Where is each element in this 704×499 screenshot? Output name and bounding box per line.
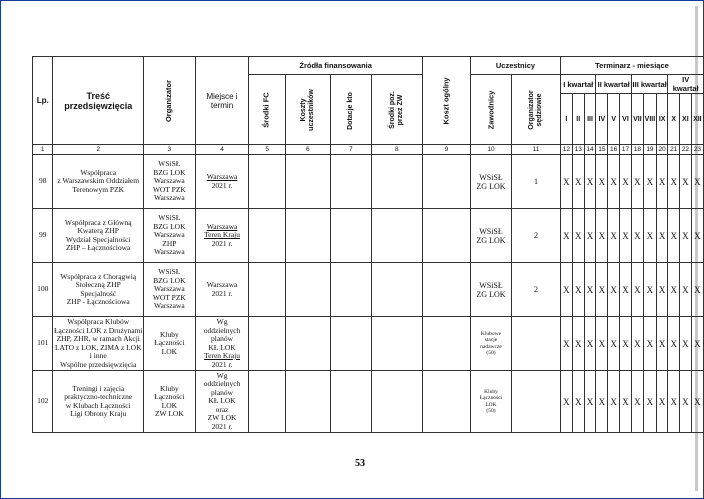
cell-line: Kwaterą ZHP bbox=[77, 226, 119, 235]
column-number: 17 bbox=[620, 145, 632, 155]
row-tresc bbox=[53, 209, 144, 263]
header-zrodla: Źródła finansowania bbox=[249, 57, 422, 75]
cell-line: ZHP bbox=[162, 238, 177, 248]
month-mark: X bbox=[572, 209, 584, 263]
month-mark: X bbox=[584, 155, 596, 209]
month-mark: X bbox=[668, 317, 680, 371]
month-mark: X bbox=[560, 155, 572, 209]
column-number: 20 bbox=[656, 145, 668, 155]
cell-line: nadawcze bbox=[480, 343, 502, 350]
month-mark: X bbox=[631, 155, 643, 209]
month-mark: X bbox=[608, 155, 620, 209]
cell-line: ZHP – Łącznościowa bbox=[66, 243, 131, 252]
cell-line: Ligi Obrony Kraju bbox=[70, 409, 127, 418]
cell-line: Łączności bbox=[479, 395, 503, 401]
cell-line: Współpraca Klubów bbox=[67, 317, 130, 326]
cell-line: Teren Kraju bbox=[204, 351, 240, 360]
month-mark: X bbox=[680, 155, 692, 209]
table-row bbox=[33, 371, 704, 433]
empty-cell bbox=[249, 371, 285, 433]
empty-cell bbox=[330, 209, 371, 263]
column-number: 4 bbox=[195, 145, 249, 155]
row-zawodnicy bbox=[470, 263, 511, 317]
row-miejsce bbox=[195, 317, 249, 371]
month-mark: X bbox=[691, 263, 703, 317]
empty-cell bbox=[371, 317, 422, 371]
cell-line: LOK bbox=[485, 401, 497, 408]
column-number: 10 bbox=[470, 145, 511, 155]
month-mark: X bbox=[656, 209, 668, 263]
month-header: VII bbox=[631, 94, 643, 145]
month-mark: X bbox=[643, 209, 656, 263]
cell-line: WSiSŁ bbox=[158, 159, 181, 169]
cell-line: 2021 r. bbox=[211, 180, 233, 190]
month-mark: X bbox=[596, 317, 608, 371]
cell-line: Wg bbox=[216, 370, 228, 380]
column-number: 9 bbox=[422, 145, 470, 155]
row-lp: 102 bbox=[33, 371, 53, 433]
month-header: V bbox=[608, 94, 620, 145]
header-zawodnicy: Zawodnicy bbox=[470, 75, 511, 145]
month-mark: X bbox=[643, 155, 656, 209]
cell-line: WSiSŁ bbox=[158, 267, 181, 277]
row-sedziowie: 1 bbox=[511, 155, 560, 209]
cell-line: WSiSŁ bbox=[479, 226, 503, 236]
empty-cell bbox=[285, 371, 330, 433]
cell-line: Warszawa bbox=[206, 172, 238, 181]
month-mark: X bbox=[643, 263, 656, 317]
cell-line: Kluby bbox=[484, 388, 498, 395]
row-organizator bbox=[144, 263, 196, 317]
month-mark: X bbox=[631, 263, 643, 317]
cell-line: stacje bbox=[484, 337, 498, 343]
cell-line: ZW LOK bbox=[207, 413, 237, 423]
month-mark: X bbox=[643, 317, 656, 371]
month-mark: X bbox=[584, 209, 596, 263]
empty-cell bbox=[371, 155, 422, 209]
empty-cell bbox=[371, 371, 422, 433]
empty-cell bbox=[330, 263, 371, 317]
month-mark: X bbox=[596, 155, 608, 209]
row-miejsce bbox=[195, 263, 249, 317]
cell-line: oddzielnych bbox=[203, 325, 241, 335]
empty-cell bbox=[249, 155, 285, 209]
month-mark: X bbox=[691, 317, 703, 371]
cell-line: Wspólne przedsięwzięcia bbox=[60, 359, 137, 369]
cell-line: ZG LOK bbox=[476, 181, 506, 191]
empty-cell bbox=[285, 263, 330, 317]
empty-cell bbox=[249, 263, 285, 317]
column-number: 13 bbox=[572, 145, 584, 155]
cell-line: LOK bbox=[161, 400, 178, 410]
column-number: 8 bbox=[371, 145, 422, 155]
month-header: IV bbox=[596, 94, 608, 145]
cell-line: Łączności bbox=[154, 392, 185, 401]
table-row bbox=[33, 263, 704, 317]
column-number: 21 bbox=[668, 145, 680, 155]
column-number: 12 bbox=[560, 145, 572, 155]
empty-cell bbox=[422, 263, 470, 317]
row-zawodnicy bbox=[470, 209, 511, 263]
page-number: 53 bbox=[355, 458, 365, 469]
month-mark: X bbox=[680, 371, 692, 433]
cell-line: Klubowe bbox=[480, 330, 502, 337]
cell-line: BZG LOK bbox=[153, 221, 186, 231]
cell-line: KŁ LOK bbox=[208, 396, 236, 406]
cell-line: i inne bbox=[89, 351, 107, 360]
month-mark: X bbox=[668, 263, 680, 317]
column-number: 23 bbox=[691, 145, 703, 155]
row-lp: 101 bbox=[33, 317, 53, 371]
column-number: 18 bbox=[631, 145, 643, 155]
row-organizator bbox=[144, 317, 196, 371]
cell-line: ZW LOK bbox=[154, 409, 184, 418]
row-tresc bbox=[53, 155, 144, 209]
month-header: II bbox=[572, 94, 584, 145]
empty-cell bbox=[285, 155, 330, 209]
row-miejsce bbox=[195, 209, 249, 263]
cell-line: Współpraca z Główną bbox=[64, 217, 132, 227]
row-miejsce bbox=[195, 371, 249, 433]
cell-line: planów bbox=[210, 387, 234, 397]
empty-cell bbox=[249, 317, 285, 371]
cell-line: (50) bbox=[486, 350, 496, 356]
month-mark: X bbox=[596, 263, 608, 317]
header-terminarz: Terminarz - miesiące bbox=[560, 57, 703, 75]
cell-line: (50) bbox=[486, 408, 496, 414]
cell-line: oddzielnych bbox=[203, 379, 241, 389]
month-mark: X bbox=[620, 317, 632, 371]
column-number: 11 bbox=[511, 145, 560, 155]
month-mark: X bbox=[691, 155, 703, 209]
month-mark: X bbox=[631, 209, 643, 263]
row-zawodnicy bbox=[470, 155, 511, 209]
month-header: X bbox=[668, 94, 680, 145]
month-header: IX bbox=[656, 94, 668, 145]
row-tresc bbox=[53, 263, 144, 317]
cell-line: Warszawa bbox=[154, 176, 185, 186]
month-mark: X bbox=[643, 371, 656, 433]
column-number: 1 bbox=[33, 145, 53, 155]
cell-line: BZG LOK bbox=[153, 275, 186, 285]
column-number: 5 bbox=[249, 145, 285, 155]
month-header: XII bbox=[691, 94, 703, 145]
header-sedziowie: Organizator sędziowie bbox=[511, 75, 560, 145]
header-uczestnicy: Uczestnicy bbox=[470, 57, 560, 75]
cell-line: 2021 r. bbox=[211, 288, 233, 298]
cell-line: Warszawa bbox=[154, 284, 185, 294]
cell-line: Łączności LOK z Drużynami bbox=[53, 325, 143, 335]
cell-line: Warszawa bbox=[154, 247, 185, 257]
cell-line: Wg bbox=[216, 317, 228, 326]
month-header: VI bbox=[620, 94, 632, 145]
cell-line: Współpraca bbox=[80, 167, 117, 177]
empty-cell bbox=[422, 209, 470, 263]
month-mark: X bbox=[691, 209, 703, 263]
row-lp: 98 bbox=[33, 155, 53, 209]
month-mark: X bbox=[572, 155, 584, 209]
row-lp: 100 bbox=[33, 263, 53, 317]
table-row bbox=[33, 155, 704, 209]
month-header: XI bbox=[680, 94, 692, 145]
month-mark: X bbox=[584, 263, 596, 317]
cell-line: Łączności bbox=[154, 338, 185, 348]
cell-line: 2021 r. bbox=[211, 359, 233, 369]
cell-line: ZG LOK bbox=[476, 235, 506, 245]
row-organizator bbox=[144, 371, 196, 433]
column-number: 7 bbox=[330, 145, 371, 155]
month-mark: X bbox=[584, 317, 596, 371]
table-row bbox=[33, 317, 704, 371]
month-header: III bbox=[584, 94, 596, 145]
month-header: I bbox=[560, 94, 572, 145]
empty-cell bbox=[330, 155, 371, 209]
month-mark: X bbox=[656, 155, 668, 209]
header-srodki-fc: Środki FC bbox=[249, 75, 285, 145]
empty-cell bbox=[330, 317, 371, 371]
month-mark: X bbox=[656, 317, 668, 371]
row-tresc bbox=[53, 371, 144, 433]
header-tresc: Treść przedsięwzięcia bbox=[53, 57, 144, 145]
month-mark: X bbox=[572, 317, 584, 371]
month-mark: X bbox=[656, 263, 668, 317]
month-mark: X bbox=[608, 209, 620, 263]
row-sedziowie bbox=[511, 371, 560, 433]
header-quarter-4: IV kwartał bbox=[668, 75, 704, 94]
row-sedziowie: 2 bbox=[511, 209, 560, 263]
cell-line: Treningi i zajęcia bbox=[72, 383, 125, 393]
header-miejsce: Miejsce i termin bbox=[195, 57, 249, 145]
cell-line: Warszawa bbox=[154, 230, 185, 240]
cell-line: Terenowym PZK bbox=[72, 184, 125, 194]
cell-line: KŁ LOK bbox=[208, 342, 236, 352]
cell-line: ZG LOK bbox=[476, 289, 506, 299]
cell-line: Warszawa bbox=[154, 301, 185, 311]
column-number: 19 bbox=[643, 145, 656, 155]
month-mark: X bbox=[608, 317, 620, 371]
cell-line: Wydział Specjalności bbox=[65, 234, 131, 244]
column-number: 2 bbox=[53, 145, 144, 155]
row-tresc bbox=[53, 317, 144, 371]
month-header: VIII bbox=[643, 94, 656, 145]
cell-line: WOT PZK bbox=[152, 292, 186, 302]
column-number: 15 bbox=[596, 145, 608, 155]
empty-cell bbox=[285, 209, 330, 263]
row-zawodnicy bbox=[470, 317, 511, 371]
cell-line: Warszawa bbox=[206, 280, 238, 289]
month-mark: X bbox=[668, 155, 680, 209]
month-mark: X bbox=[620, 155, 632, 209]
empty-cell bbox=[422, 155, 470, 209]
row-organizator bbox=[144, 155, 196, 209]
row-organizator bbox=[144, 209, 196, 263]
cell-line: BZG LOK bbox=[153, 167, 186, 177]
cell-line: WSiSŁ bbox=[479, 280, 503, 290]
month-mark: X bbox=[620, 263, 632, 317]
month-mark: X bbox=[560, 209, 572, 263]
column-number: 6 bbox=[285, 145, 330, 155]
month-mark: X bbox=[668, 371, 680, 433]
empty-cell bbox=[422, 371, 470, 433]
month-mark: X bbox=[680, 317, 692, 371]
cell-line: w Klubach Łączności bbox=[65, 400, 131, 410]
cell-line: ZHP, ZHR, w ramach Akcji bbox=[56, 334, 140, 343]
month-mark: X bbox=[656, 371, 668, 433]
cell-line: Warszawa bbox=[154, 193, 185, 203]
month-mark: X bbox=[596, 371, 608, 433]
cell-line: 2021 r. bbox=[211, 238, 233, 248]
cell-line: Współpraca z Chorągwią bbox=[60, 271, 137, 281]
month-mark: X bbox=[560, 371, 572, 433]
cell-line: WSiSŁ bbox=[158, 213, 181, 223]
month-mark: X bbox=[584, 371, 596, 433]
cell-line: z Warszawskim Oddziałem bbox=[57, 176, 140, 186]
month-mark: X bbox=[572, 371, 584, 433]
row-zawodnicy bbox=[470, 371, 511, 433]
header-srodki-poz: Środki poz. przez ZW bbox=[371, 75, 422, 145]
month-mark: X bbox=[631, 317, 643, 371]
schedule-table bbox=[32, 56, 704, 433]
header-quarter-2: II kwartał bbox=[596, 75, 631, 94]
header-lp: Lp. bbox=[33, 57, 53, 145]
month-mark: X bbox=[560, 317, 572, 371]
row-sedziowie bbox=[511, 317, 560, 371]
cell-line: WSiSŁ bbox=[479, 172, 503, 182]
month-mark: X bbox=[572, 263, 584, 317]
cell-line: oraz bbox=[215, 404, 229, 414]
month-mark: X bbox=[680, 263, 692, 317]
header-quarter-1: I kwartał bbox=[560, 75, 595, 94]
row-sedziowie: 2 bbox=[511, 263, 560, 317]
month-mark: X bbox=[631, 371, 643, 433]
header-organizator: Organizator bbox=[144, 57, 196, 145]
column-number: 22 bbox=[680, 145, 692, 155]
month-mark: X bbox=[620, 371, 632, 433]
cell-line: praktyczno-techniczne bbox=[64, 392, 133, 401]
month-mark: X bbox=[608, 371, 620, 433]
cell-line: Kluby bbox=[159, 329, 179, 339]
month-mark: X bbox=[668, 209, 680, 263]
empty-cell bbox=[249, 209, 285, 263]
empty-cell bbox=[371, 263, 422, 317]
row-lp: 99 bbox=[33, 209, 53, 263]
cell-line: 2021 r. bbox=[211, 421, 233, 431]
row-miejsce bbox=[195, 155, 249, 209]
cell-line: Specjalność bbox=[80, 288, 117, 298]
cell-line: planów bbox=[210, 334, 234, 343]
header-koszty-uczestnikow: Koszty uczestników bbox=[285, 75, 330, 145]
month-mark: X bbox=[560, 263, 572, 317]
header-quarter-3: III kwartał bbox=[631, 75, 668, 94]
column-number: 16 bbox=[608, 145, 620, 155]
cell-line: Stołeczną ZHP bbox=[75, 280, 121, 289]
header-dotacje: Dotacje kto bbox=[330, 75, 371, 145]
cell-line: LOK bbox=[161, 346, 178, 356]
month-mark: X bbox=[620, 209, 632, 263]
month-mark: X bbox=[680, 209, 692, 263]
cell-line: ZHP - Łącznościowa bbox=[66, 297, 130, 306]
cell-line: LATO z LOK, ZIMA z LOK bbox=[54, 342, 142, 352]
cell-line: Kluby bbox=[159, 383, 179, 393]
column-number: 14 bbox=[584, 145, 596, 155]
month-mark: X bbox=[608, 263, 620, 317]
empty-cell bbox=[285, 317, 330, 371]
column-number: 3 bbox=[144, 145, 196, 155]
empty-cell bbox=[371, 209, 422, 263]
cell-line: Warszawa bbox=[206, 221, 238, 231]
empty-cell bbox=[330, 371, 371, 433]
month-mark: X bbox=[596, 209, 608, 263]
cell-line: Teren Kraju bbox=[204, 230, 240, 240]
empty-cell bbox=[422, 317, 470, 371]
month-mark: X bbox=[691, 371, 703, 433]
table-row bbox=[33, 209, 704, 263]
header-koszt-ogolny: Koszt ogólny bbox=[422, 57, 470, 145]
cell-line: WOT PZK bbox=[152, 184, 186, 194]
